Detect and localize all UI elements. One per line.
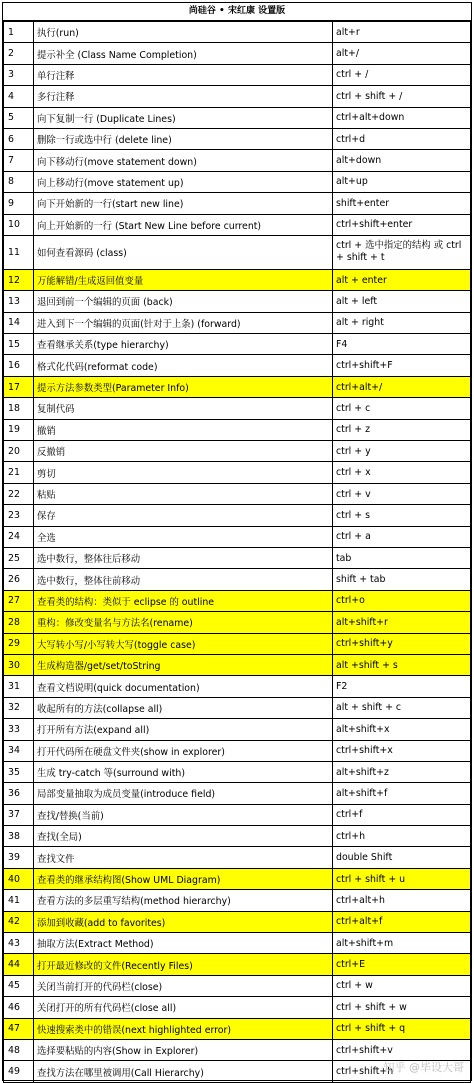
row-shortcut: ctrl+f bbox=[333, 804, 471, 825]
table-row bbox=[4, 193, 471, 214]
row-shortcut: ctrl + z bbox=[333, 419, 471, 440]
row-shortcut: ctrl + shift + w bbox=[333, 997, 471, 1018]
row-number: 33 bbox=[4, 719, 34, 740]
row-description: 提示方法参数类型(Parameter Info) bbox=[34, 376, 333, 397]
row-description: 粘贴 bbox=[34, 483, 333, 504]
row-shortcut: ctrl + s bbox=[333, 505, 471, 526]
row-shortcut: F2 bbox=[333, 676, 471, 697]
row-shortcut: ctrl + / bbox=[333, 64, 471, 85]
table-row bbox=[4, 441, 471, 462]
row-number: 30 bbox=[4, 654, 34, 675]
table-row bbox=[4, 171, 471, 192]
row-shortcut: alt + enter bbox=[333, 269, 471, 290]
row-description: 收起所有的方法(collapse all) bbox=[34, 697, 333, 718]
row-number: 25 bbox=[4, 547, 34, 568]
row-description: 选择要粘贴的内容(Show in Explorer) bbox=[34, 1039, 333, 1060]
table-row bbox=[4, 483, 471, 504]
row-number: 22 bbox=[4, 483, 34, 504]
row-description: 提示补全 (Class Name Completion) bbox=[34, 43, 333, 64]
row-description: 重构：修改变量名与方法名(rename) bbox=[34, 612, 333, 633]
row-shortcut: ctrl + v bbox=[333, 483, 471, 504]
row-number: 31 bbox=[4, 676, 34, 697]
row-description: 查看类的结构：类似于 eclipse 的 outline bbox=[34, 590, 333, 611]
table-row bbox=[4, 22, 471, 43]
row-number: 36 bbox=[4, 783, 34, 804]
row-description: 查找/替换(当前) bbox=[34, 804, 333, 825]
table-row bbox=[4, 269, 471, 290]
row-shortcut: shift + tab bbox=[333, 569, 471, 590]
row-shortcut: ctrl+shift+y bbox=[333, 633, 471, 654]
row-shortcut: ctrl+shift+h bbox=[333, 1061, 471, 1082]
row-shortcut: ctrl + c bbox=[333, 398, 471, 419]
table-row bbox=[4, 419, 471, 440]
row-shortcut: ctrl+alt+down bbox=[333, 107, 471, 128]
row-number: 4 bbox=[4, 86, 34, 107]
table-row bbox=[4, 868, 471, 889]
table-row bbox=[4, 107, 471, 128]
row-shortcut: alt+shift+f bbox=[333, 783, 471, 804]
row-number: 1 bbox=[4, 22, 34, 43]
row-shortcut: alt+up bbox=[333, 171, 471, 192]
row-number: 40 bbox=[4, 868, 34, 889]
row-description: 查找文件 bbox=[34, 847, 333, 868]
table-row bbox=[4, 654, 471, 675]
row-shortcut: F4 bbox=[333, 334, 471, 355]
row-number: 34 bbox=[4, 740, 34, 761]
row-description: 局部变量抽取为成员变量(introduce field) bbox=[34, 783, 333, 804]
row-number: 38 bbox=[4, 826, 34, 847]
row-number: 10 bbox=[4, 214, 34, 235]
row-description: 生成 try-catch 等(surround with) bbox=[34, 761, 333, 782]
table-row bbox=[4, 911, 471, 932]
row-shortcut: ctrl + y bbox=[333, 441, 471, 462]
row-number: 16 bbox=[4, 355, 34, 376]
row-description: 保存 bbox=[34, 505, 333, 526]
row-description: 进入到下一个编辑的页面(针对于上条) (forward) bbox=[34, 312, 333, 333]
table-row bbox=[4, 761, 471, 782]
row-number: 23 bbox=[4, 505, 34, 526]
row-description: 快速搜索类中的错误(next highlighted error) bbox=[34, 1018, 333, 1039]
row-shortcut: double Shift bbox=[333, 847, 471, 868]
table-row bbox=[4, 128, 471, 149]
row-description: 添加到收藏(add to favorites) bbox=[34, 911, 333, 932]
row-number: 12 bbox=[4, 269, 34, 290]
shortcut-table bbox=[3, 21, 471, 1083]
table-row bbox=[4, 612, 471, 633]
table-row bbox=[4, 954, 471, 975]
row-description: 全选 bbox=[34, 526, 333, 547]
row-description: 向上移动行(move statement up) bbox=[34, 171, 333, 192]
row-description: 格式化代码(reformat code) bbox=[34, 355, 333, 376]
row-number: 44 bbox=[4, 954, 34, 975]
row-number: 15 bbox=[4, 334, 34, 355]
row-shortcut: alt+down bbox=[333, 150, 471, 171]
row-number: 18 bbox=[4, 398, 34, 419]
row-number: 49 bbox=[4, 1061, 34, 1082]
row-description: 向下移动行(move statement down) bbox=[34, 150, 333, 171]
shortcut-table-body bbox=[4, 22, 471, 1083]
row-description: 向下复制一行 (Duplicate Lines) bbox=[34, 107, 333, 128]
row-description: 查看方法的多层重写结构(method hierarchy) bbox=[34, 890, 333, 911]
row-description: 删除一行或选中行 (delete line) bbox=[34, 128, 333, 149]
table-row bbox=[4, 847, 471, 868]
row-number: 6 bbox=[4, 128, 34, 149]
row-description: 反撤销 bbox=[34, 441, 333, 462]
row-number: 13 bbox=[4, 291, 34, 312]
table-row bbox=[4, 719, 471, 740]
table-row bbox=[4, 547, 471, 568]
table-row bbox=[4, 376, 471, 397]
row-description: 查看类的继承结构图(Show UML Diagram) bbox=[34, 868, 333, 889]
row-description: 大写转小写/小写转大写(toggle case) bbox=[34, 633, 333, 654]
row-number: 20 bbox=[4, 441, 34, 462]
row-number: 2 bbox=[4, 43, 34, 64]
row-description: 关闭当前打开的代码栏(close) bbox=[34, 975, 333, 996]
row-number: 27 bbox=[4, 590, 34, 611]
row-shortcut: alt+shift+x bbox=[333, 719, 471, 740]
table-row bbox=[4, 64, 471, 85]
row-number: 35 bbox=[4, 761, 34, 782]
table-row bbox=[4, 590, 471, 611]
row-number: 47 bbox=[4, 1018, 34, 1039]
row-shortcut: ctrl+d bbox=[333, 128, 471, 149]
row-number: 37 bbox=[4, 804, 34, 825]
row-number: 8 bbox=[4, 171, 34, 192]
row-shortcut: ctrl+shift+v bbox=[333, 1039, 471, 1060]
row-description: 复制代码 bbox=[34, 398, 333, 419]
row-description: 查找(全局) bbox=[34, 826, 333, 847]
row-shortcut: ctrl+shift+x bbox=[333, 740, 471, 761]
row-shortcut: ctrl + w bbox=[333, 975, 471, 996]
row-description: 多行注释 bbox=[34, 86, 333, 107]
table-row bbox=[4, 633, 471, 654]
row-shortcut: ctrl + x bbox=[333, 462, 471, 483]
row-shortcut: alt+shift+r bbox=[333, 612, 471, 633]
table-row bbox=[4, 676, 471, 697]
row-description: 如何查看源码 (class) bbox=[34, 235, 333, 269]
table-row bbox=[4, 86, 471, 107]
row-shortcut: ctrl+E bbox=[333, 954, 471, 975]
table-row bbox=[4, 997, 471, 1018]
row-shortcut: ctrl + 选中指定的结构 或 ctrl + shift + t bbox=[333, 235, 471, 269]
row-number: 26 bbox=[4, 569, 34, 590]
table-row bbox=[4, 697, 471, 718]
row-number: 28 bbox=[4, 612, 34, 633]
row-shortcut: alt+shift+z bbox=[333, 761, 471, 782]
row-shortcut: alt +shift + s bbox=[333, 654, 471, 675]
row-number: 32 bbox=[4, 697, 34, 718]
row-shortcut: alt+r bbox=[333, 22, 471, 43]
table-row bbox=[4, 505, 471, 526]
table-row bbox=[4, 1018, 471, 1039]
row-number: 24 bbox=[4, 526, 34, 547]
row-description: 生成构造器/get/set/toString bbox=[34, 654, 333, 675]
row-number: 41 bbox=[4, 890, 34, 911]
row-shortcut: ctrl + a bbox=[333, 526, 471, 547]
table-row bbox=[4, 214, 471, 235]
row-shortcut: alt + left bbox=[333, 291, 471, 312]
row-shortcut: ctrl+alt+/ bbox=[333, 376, 471, 397]
row-number: 7 bbox=[4, 150, 34, 171]
row-description: 撤销 bbox=[34, 419, 333, 440]
row-number: 21 bbox=[4, 462, 34, 483]
table-row bbox=[4, 975, 471, 996]
table-row bbox=[4, 826, 471, 847]
row-number: 42 bbox=[4, 911, 34, 932]
row-description: 退回到前一个编辑的页面 (back) bbox=[34, 291, 333, 312]
table-row bbox=[4, 890, 471, 911]
table-row bbox=[4, 291, 471, 312]
table-row bbox=[4, 43, 471, 64]
row-number: 29 bbox=[4, 633, 34, 654]
table-row bbox=[4, 783, 471, 804]
row-description: 执行(run) bbox=[34, 22, 333, 43]
row-shortcut: tab bbox=[333, 547, 471, 568]
table-row bbox=[4, 740, 471, 761]
row-description: 选中数行，整体往前移动 bbox=[34, 569, 333, 590]
row-shortcut: ctrl+shift+F bbox=[333, 355, 471, 376]
row-number: 11 bbox=[4, 235, 34, 269]
row-description: 打开最近修改的文件(Recently Files) bbox=[34, 954, 333, 975]
row-shortcut: ctrl+alt+h bbox=[333, 890, 471, 911]
row-description: 选中数行，整体往后移动 bbox=[34, 547, 333, 568]
row-shortcut: shift+enter bbox=[333, 193, 471, 214]
row-number: 39 bbox=[4, 847, 34, 868]
row-shortcut: ctrl+alt+f bbox=[333, 911, 471, 932]
table-row bbox=[4, 804, 471, 825]
row-number: 43 bbox=[4, 933, 34, 954]
row-description: 关闭打开的所有代码栏(close all) bbox=[34, 997, 333, 1018]
row-number: 46 bbox=[4, 997, 34, 1018]
table-row bbox=[4, 526, 471, 547]
row-shortcut: ctrl + shift + q bbox=[333, 1018, 471, 1039]
row-shortcut: alt + right bbox=[333, 312, 471, 333]
table-row bbox=[4, 1039, 471, 1060]
table-row bbox=[4, 462, 471, 483]
row-shortcut: alt + shift + c bbox=[333, 697, 471, 718]
row-number: 19 bbox=[4, 419, 34, 440]
row-shortcut: ctrl+o bbox=[333, 590, 471, 611]
row-number: 14 bbox=[4, 312, 34, 333]
table-row bbox=[4, 334, 471, 355]
row-number: 45 bbox=[4, 975, 34, 996]
row-number: 48 bbox=[4, 1039, 34, 1060]
sheet-title: 尚硅谷 • 宋红康 设置版 bbox=[3, 3, 471, 21]
table-row bbox=[4, 312, 471, 333]
row-description: 打开所有方法(expand all) bbox=[34, 719, 333, 740]
table-row bbox=[4, 355, 471, 376]
table-row bbox=[4, 235, 471, 269]
watermark: 知乎 @毕设大哥 bbox=[383, 1061, 464, 1074]
row-description: 剪切 bbox=[34, 462, 333, 483]
table-row bbox=[4, 150, 471, 171]
row-description: 查找方法在哪里被调用(Call Hierarchy) bbox=[34, 1061, 333, 1082]
row-description: 万能解错/生成返回值变量 bbox=[34, 269, 333, 290]
row-description: 抽取方法(Extract Method) bbox=[34, 933, 333, 954]
row-shortcut: ctrl + shift + / bbox=[333, 86, 471, 107]
row-number: 17 bbox=[4, 376, 34, 397]
table-row bbox=[4, 933, 471, 954]
row-shortcut: ctrl + shift + u bbox=[333, 868, 471, 889]
row-description: 打开代码所在硬盘文件夹(show in explorer) bbox=[34, 740, 333, 761]
table-row bbox=[4, 398, 471, 419]
shortcut-sheet bbox=[2, 2, 472, 1081]
row-description: 向上开始新的一行 (Start New Line before current) bbox=[34, 214, 333, 235]
row-description: 查看文档说明(quick documentation) bbox=[34, 676, 333, 697]
row-shortcut: alt+shift+m bbox=[333, 933, 471, 954]
table-row bbox=[4, 569, 471, 590]
row-shortcut: ctrl+shift+enter bbox=[333, 214, 471, 235]
row-shortcut: ctrl+h bbox=[333, 826, 471, 847]
row-description: 查看继承关系(type hierarchy) bbox=[34, 334, 333, 355]
row-shortcut: alt+/ bbox=[333, 43, 471, 64]
row-number: 3 bbox=[4, 64, 34, 85]
row-number: 9 bbox=[4, 193, 34, 214]
row-number: 5 bbox=[4, 107, 34, 128]
row-description: 向下开始新的一行(start new line) bbox=[34, 193, 333, 214]
row-description: 单行注释 bbox=[34, 64, 333, 85]
